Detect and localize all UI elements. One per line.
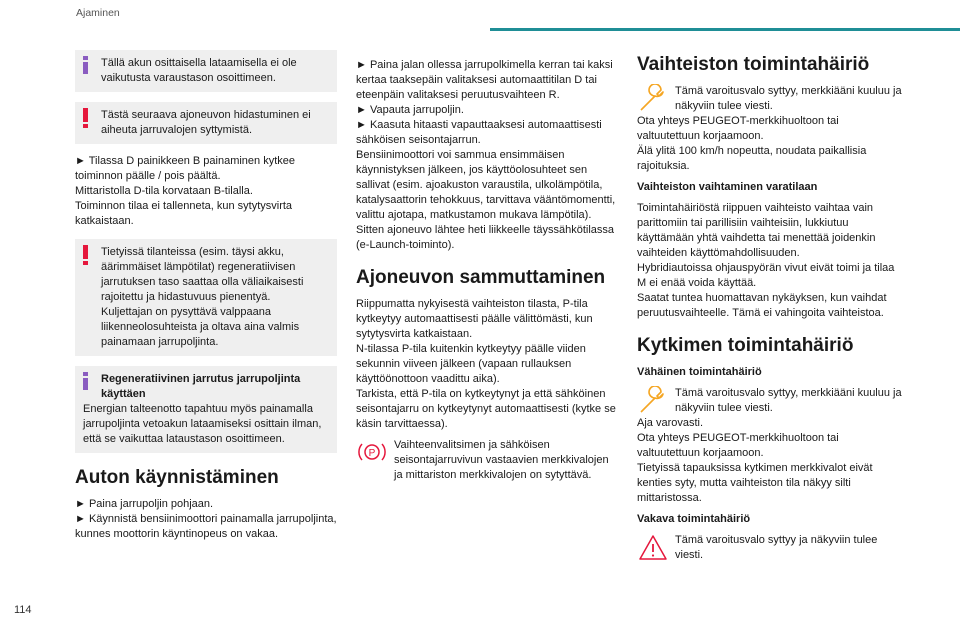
section-heading: Vaihteiston toimintahäiriö — [637, 54, 870, 75]
warning-box-text: Kuljettajan on pysyttävä valppaana liikenneolosuhteista ja oltava aina valmis painamaan jarrupoljinta. — [101, 306, 300, 348]
column-2 — [356, 58, 618, 483]
wrench-warning-icon — [637, 84, 675, 114]
page-number: 114 — [14, 604, 32, 616]
header-accent-bar — [490, 28, 960, 31]
warning-box — [75, 239, 337, 356]
svg-text:P: P — [368, 448, 376, 459]
text-line: ► Paina jalan ollessa jarrupolkimella kerran tai kaksi kertaa taaksepäin valitaksesi automaattitilan D tai eteenpäin valitaksesi peruutusvaihteen R. — [356, 59, 613, 101]
subheading: Vähäinen toimintahäiriö — [637, 366, 762, 378]
text-line: Ota yhteys PEUGEOT-merkkihuoltoon tai valtuutettuun korjaamoon. — [637, 432, 839, 459]
paragraph — [637, 416, 902, 506]
paragraph — [637, 114, 902, 174]
column-1 — [75, 40, 337, 548]
indicator-note — [637, 84, 902, 114]
info-box-title: Regeneratiivinen jarrutus jarrupoljinta käyttäen — [101, 373, 301, 400]
text-line: Toiminnon tilaa ei tallenneta, kun sytytysvirta katkaistaan. — [75, 200, 293, 227]
text-line: Ota yhteys PEUGEOT-merkkihuoltoon tai valtuutettuun korjaamoon. — [637, 115, 839, 142]
text-line: Tietyissä tapauksissa kytkimen merkkivalot eivät kenties syty, mutta vaihteiston tila näkyy silti mittaristossa. — [637, 462, 873, 504]
paragraph — [356, 58, 618, 253]
info-icon — [83, 56, 88, 74]
section-heading: Auton käynnistäminen — [75, 467, 279, 488]
text-line: Bensiinimoottori voi sammua ensimmäisen käynnistyksen jälkeen, jos käyttöolosuhteet sen sallivat (esim. ajoakuston varaustila, ulkolämpötila, katalysaattorin tehokkuus, tarvittava vääntömomentti, valittu ajotapa, matkustamon mukava lämpötila). — [356, 149, 616, 221]
warning-box — [75, 102, 337, 144]
text-line: Tarkista, että P-tila on kytkeytynyt ja että sähköinen seisontajarru on kytkeytynyt automaattisesti (kytke se käsin tarvittaessa). — [356, 388, 616, 430]
indicator-text: Vaihteenvalitsimen ja sähköisen seisontajarruvivun vastaavien merkkivalojen ja mittariston merkkivalojen on sytyttävä. — [394, 439, 609, 481]
info-box — [75, 50, 337, 92]
text-line: ► Kaasuta hitaasti vapauttaaksesi automaattisesti sähköisen seisontajarrun. — [356, 119, 602, 146]
info-icon — [83, 372, 88, 390]
text-line: Sitten ajoneuvo lähtee heti liikkeelle täyssähkötilassa (e-Launch-toiminto). — [356, 224, 615, 251]
indicator-note — [637, 533, 902, 563]
text-line: ► Tilassa D painikkeen B painaminen kytkee toiminnon päälle / pois päältä. — [75, 155, 295, 182]
info-box-text: Energian talteenotto tapahtuu myös painamalla jarrupoljinta vetoakun lataamiseksi osittain ilman, että se vaikuttaa lataustason osoittimeen. — [83, 403, 322, 445]
warning-box-text: Tietyissä tilanteissa (esim. täysi akku, äärimmäiset lämpötilat) regeneratiivisen jarrutuksen taso saattaa olla väliaikaisesti rajoitettu ja hidastuvuus pienentyä. — [101, 246, 304, 303]
text-line: Riippumatta nykyisestä vaihteiston tilasta, P-tila kytkeytyy automaattisesti päälle välittömästi, kun sytytysvirta katkaistaan. — [356, 298, 593, 340]
indicator-note — [637, 386, 902, 416]
wrench-warning-icon — [637, 386, 675, 416]
text-line: ► Paina jarrupoljin pohjaan. — [75, 498, 214, 510]
text-line: N-tilassa P-tila kuitenkin kytkeytyy päälle viiden sekunnin viiveen jälkeen (vapaan rullauksen käyttöönottoon vaadittu aika). — [356, 343, 586, 385]
section-heading: Ajoneuvon sammuttaminen — [356, 267, 606, 288]
indicator-text: Tämä varoitusvalo syttyy, merkkiääni kuuluu ja näkyviin tulee viesti. — [675, 387, 902, 414]
info-box — [75, 366, 337, 453]
subheading: Vaihteiston vaihtaminen varatilaan — [637, 181, 818, 193]
text-line: Toimintahäiriöstä riippuen vaihteisto vaihtaa vain parittomiin tai parillisiin vaihteisiin, lukkiutuu käyttämään yhtä vaihdetta tai menettää joidenkin vaihteiden käyttömahdollisuuden. — [637, 202, 876, 259]
warning-box-text: Tästä seuraava ajoneuvon hidastuminen ei aiheuta jarruvalojen syttymistä. — [101, 109, 311, 136]
paragraph — [75, 154, 337, 229]
subheading: Vakava toimintahäiriö — [637, 513, 751, 525]
text-line: Saatat tuntea huomattavan nykäyksen, kun vaihdat peruutusvaihteelle. Tämä ei vahingoita vaihteistoa. — [637, 292, 887, 319]
text-line: ► Vapauta jarrupoljin. — [356, 104, 464, 116]
text-line: Aja varovasti. — [637, 417, 704, 429]
parking-brake-warning-icon — [356, 438, 394, 468]
exclamation-warning-icon — [83, 245, 88, 265]
triangle-warning-icon — [637, 533, 675, 563]
info-box-text: Tällä akun osittaisella lataamisella ei ole vaikutusta varaustason osoittimeen. — [101, 57, 297, 84]
column-3 — [637, 48, 902, 563]
indicator-note — [356, 438, 618, 483]
text-line: Hybridiautoissa ohjauspyörän vivut eivät toimi ja tilaa M ei enää voida käyttää. — [637, 262, 895, 289]
text-line: Älä ylitä 100 km/h nopeutta, noudata paikallisia rajoituksia. — [637, 145, 867, 172]
exclamation-warning-icon — [83, 108, 88, 128]
paragraph — [356, 297, 618, 432]
section-heading: Kytkimen toimintahäiriö — [637, 335, 854, 356]
indicator-text: Tämä varoitusvalo syttyy ja näkyviin tulee viesti. — [675, 534, 878, 561]
text-line: Mittaristolla D-tila korvataan B-tilalla. — [75, 185, 253, 197]
running-header: Ajaminen — [76, 7, 120, 19]
paragraph — [637, 201, 902, 321]
paragraph — [75, 497, 337, 542]
indicator-text: Tämä varoitusvalo syttyy, merkkiääni kuuluu ja näkyviin tulee viesti. — [675, 85, 902, 112]
text-line: ► Käynnistä bensiinimoottori painamalla jarrupoljinta, kunnes moottorin käyntinopeus on vakaa. — [75, 513, 337, 540]
